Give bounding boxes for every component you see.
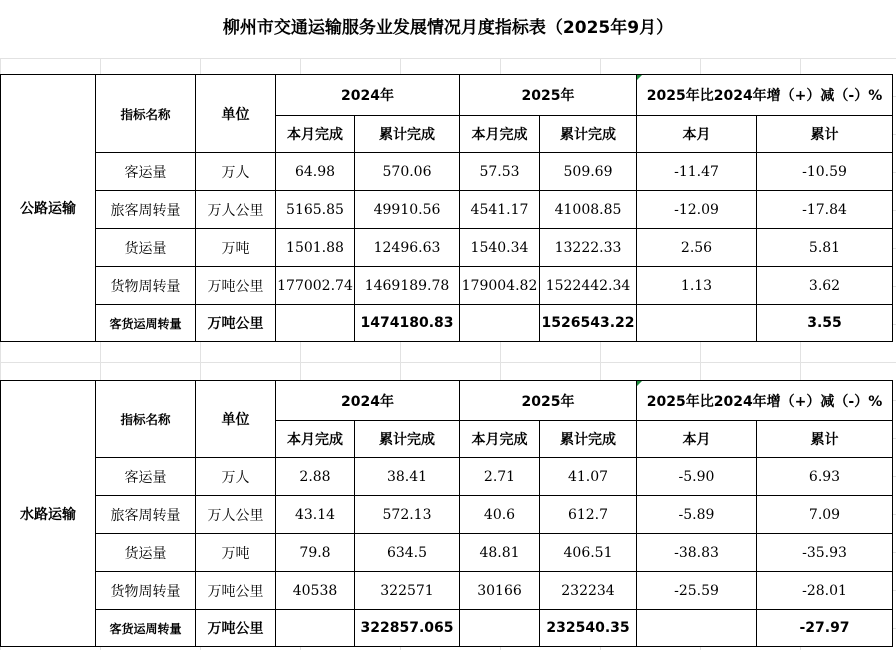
total-unit: 万吨公里 xyxy=(196,610,276,647)
cell-change-cum: 3.62 xyxy=(757,267,893,305)
header-cum-done: 累计完成 xyxy=(355,421,460,458)
cell-month-2025: 48.81 xyxy=(460,534,540,572)
row-name: 货物周转量 xyxy=(96,267,196,305)
total-month-2025 xyxy=(460,305,540,342)
header-cum: 累计 xyxy=(757,116,893,153)
cell-change-month: -5.89 xyxy=(637,496,757,534)
cell-month-2025: 40.6 xyxy=(460,496,540,534)
header-indicator: 指标名称 xyxy=(96,75,196,153)
total-change-month xyxy=(637,305,757,342)
row-unit: 万人 xyxy=(196,153,276,191)
row-unit: 万吨 xyxy=(196,229,276,267)
cell-month-2024: 177002.74 xyxy=(276,267,355,305)
row-unit: 万吨 xyxy=(196,534,276,572)
cell-change-month: -5.90 xyxy=(637,458,757,496)
row-name: 货运量 xyxy=(96,229,196,267)
cell-change-cum: -28.01 xyxy=(757,572,893,610)
cell-cum-2024: 38.41 xyxy=(355,458,460,496)
cell-change-month: 2.56 xyxy=(637,229,757,267)
row-unit: 万吨公里 xyxy=(196,572,276,610)
table-row xyxy=(1,191,893,229)
row-unit: 万人公里 xyxy=(196,191,276,229)
road-transport-table xyxy=(0,74,893,342)
cell-month-2025: 1540.34 xyxy=(460,229,540,267)
page-title: 柳州市交通运输服务业发展情况月度指标表（2025年9月） xyxy=(222,18,674,38)
header-2024: 2024年 xyxy=(276,381,460,421)
header-change: 2025年比2024年增（+）减（-）% xyxy=(637,75,893,116)
cell-cum-2024: 49910.56 xyxy=(355,191,460,229)
total-month-2024 xyxy=(276,610,355,647)
cell-cum-2024: 322571 xyxy=(355,572,460,610)
cell-change-cum: 6.93 xyxy=(757,458,893,496)
table-row xyxy=(1,458,893,496)
row-unit: 万人公里 xyxy=(196,496,276,534)
cell-month-2025: 4541.17 xyxy=(460,191,540,229)
table-row xyxy=(1,572,893,610)
cell-cum-2024: 1469189.78 xyxy=(355,267,460,305)
cell-cum-2025: 232234 xyxy=(540,572,637,610)
cell-cum-2024: 570.06 xyxy=(355,153,460,191)
header-2024: 2024年 xyxy=(276,75,460,116)
table-row xyxy=(1,153,893,191)
cell-month-2024: 5165.85 xyxy=(276,191,355,229)
total-change-month xyxy=(637,610,757,647)
cell-cum-2024: 12496.63 xyxy=(355,229,460,267)
row-unit: 万吨公里 xyxy=(196,267,276,305)
cell-cum-2025: 1522442.34 xyxy=(540,267,637,305)
cell-month-2024: 79.8 xyxy=(276,534,355,572)
cell-cum-2024: 572.13 xyxy=(355,496,460,534)
header-unit: 单位 xyxy=(196,75,276,153)
category-cell: 公路运输 xyxy=(1,75,96,342)
cell-month-2025: 179004.82 xyxy=(460,267,540,305)
total-cum-2024: 322857.065 xyxy=(355,610,460,647)
cell-cum-2025: 612.7 xyxy=(540,496,637,534)
header-cum-done: 累计完成 xyxy=(540,116,637,153)
header-month-done: 本月完成 xyxy=(276,421,355,458)
cell-change-month: -25.59 xyxy=(637,572,757,610)
row-unit: 万人 xyxy=(196,458,276,496)
header-cum: 累计 xyxy=(757,421,893,458)
cell-cum-2025: 406.51 xyxy=(540,534,637,572)
table-row xyxy=(1,534,893,572)
total-row xyxy=(1,610,893,647)
row-name: 货运量 xyxy=(96,534,196,572)
cell-month-2024: 40538 xyxy=(276,572,355,610)
total-cum-2025: 1526543.22 xyxy=(540,305,637,342)
total-cum-2025: 232540.35 xyxy=(540,610,637,647)
water-transport-table xyxy=(0,380,893,647)
table-row xyxy=(1,267,893,305)
cell-month-2024: 2.88 xyxy=(276,458,355,496)
cell-cum-2025: 41008.85 xyxy=(540,191,637,229)
header-month: 本月 xyxy=(637,421,757,458)
cell-change-month: -38.83 xyxy=(637,534,757,572)
cell-month-2024: 43.14 xyxy=(276,496,355,534)
table-row xyxy=(1,229,893,267)
row-name: 客运量 xyxy=(96,153,196,191)
cell-month-2025: 57.53 xyxy=(460,153,540,191)
header-indicator: 指标名称 xyxy=(96,381,196,458)
row-name: 旅客周转量 xyxy=(96,191,196,229)
cell-cum-2025: 41.07 xyxy=(540,458,637,496)
header-2025: 2025年 xyxy=(460,381,637,421)
total-month-2024 xyxy=(276,305,355,342)
total-name: 客货运周转量 xyxy=(96,610,196,647)
cell-change-cum: -10.59 xyxy=(757,153,893,191)
cell-cum-2024: 634.5 xyxy=(355,534,460,572)
cell-change-cum: -17.84 xyxy=(757,191,893,229)
header-month-done: 本月完成 xyxy=(460,421,540,458)
cell-change-cum: -35.93 xyxy=(757,534,893,572)
cell-cum-2025: 13222.33 xyxy=(540,229,637,267)
cell-month-2024: 64.98 xyxy=(276,153,355,191)
cell-month-2024: 1501.88 xyxy=(276,229,355,267)
header-2025: 2025年 xyxy=(460,75,637,116)
total-change-cum: 3.55 xyxy=(757,305,893,342)
header-cum-done: 累计完成 xyxy=(355,116,460,153)
cell-month-2025: 30166 xyxy=(460,572,540,610)
header-change: 2025年比2024年增（+）减（-）% xyxy=(637,381,893,421)
header-month-done: 本月完成 xyxy=(276,116,355,153)
cell-month-2025: 2.71 xyxy=(460,458,540,496)
header-unit: 单位 xyxy=(196,381,276,458)
spreadsheet-area xyxy=(0,58,896,650)
total-row xyxy=(1,305,893,342)
header-month: 本月 xyxy=(637,116,757,153)
cell-cum-2025: 509.69 xyxy=(540,153,637,191)
cell-change-cum: 7.09 xyxy=(757,496,893,534)
row-name: 旅客周转量 xyxy=(96,496,196,534)
cell-change-month: -12.09 xyxy=(637,191,757,229)
row-name: 货物周转量 xyxy=(96,572,196,610)
total-cum-2024: 1474180.83 xyxy=(355,305,460,342)
table-row xyxy=(1,496,893,534)
total-name: 客货运周转量 xyxy=(96,305,196,342)
header-month-done: 本月完成 xyxy=(460,116,540,153)
cell-change-month: 1.13 xyxy=(637,267,757,305)
total-change-cum: -27.97 xyxy=(757,610,893,647)
total-month-2025 xyxy=(460,610,540,647)
cell-change-cum: 5.81 xyxy=(757,229,893,267)
header-cum-done: 累计完成 xyxy=(540,421,637,458)
row-name: 客运量 xyxy=(96,458,196,496)
total-unit: 万吨公里 xyxy=(196,305,276,342)
cell-change-month: -11.47 xyxy=(637,153,757,191)
category-cell: 水路运输 xyxy=(1,381,96,647)
